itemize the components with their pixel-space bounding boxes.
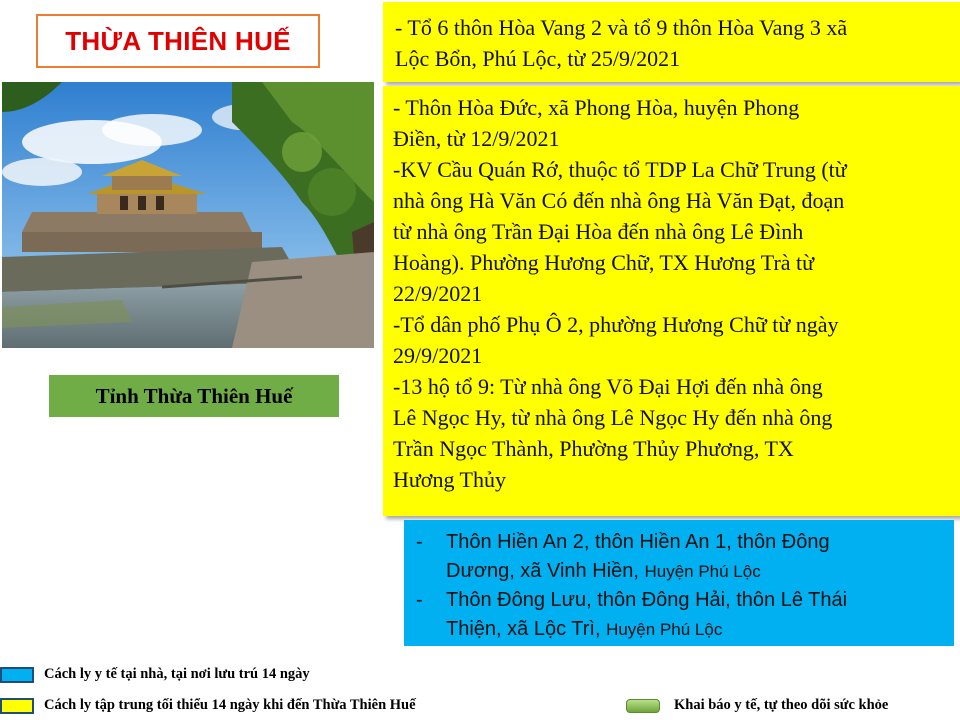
list-item bbox=[416, 528, 946, 586]
item-line: Thôn Hiền An 2, thôn Hiền An 1, thôn Đông bbox=[446, 531, 830, 553]
home-quarantine-box bbox=[404, 520, 954, 646]
district-name: Huyện Phú Lộc bbox=[606, 620, 723, 639]
legend-label: Cách ly y tế tại nhà, tại nơi lưu trú 14 ngày bbox=[44, 666, 310, 682]
area-line: - Thôn Hòa Đức, xã Phong Hòa, huyện Phong bbox=[393, 95, 800, 120]
legend-label: Cách ly tập trung tối thiểu 14 ngày khi đến Thừa Thiên Huế bbox=[44, 697, 416, 713]
item-line: Thôn Đông Lưu, thôn Đông Hải, thôn Lê Thái bbox=[446, 589, 848, 611]
legend-home-quarantine bbox=[0, 666, 310, 683]
area-line: Điền, từ 12/9/2021 bbox=[393, 126, 560, 151]
area-line: -Tổ dân phố Phụ Ô 2, phường Hương Chữ từ ngày bbox=[393, 312, 839, 337]
area-line: -13 hộ tổ 9: Từ nhà ông Võ Đại Hợi đến nhà ông bbox=[393, 374, 823, 399]
province-label bbox=[49, 375, 339, 417]
green-swatch bbox=[626, 699, 660, 713]
concentrated-quarantine-box-top bbox=[383, 2, 960, 82]
area-line: từ nhà ông Trần Đại Hòa đến nhà ông Lê Đình bbox=[393, 219, 804, 244]
area-line: 22/9/2021 bbox=[393, 281, 483, 306]
citadel-photo bbox=[2, 82, 374, 348]
bullet-dash: - bbox=[416, 531, 423, 553]
title-box bbox=[36, 14, 320, 68]
legend-label: Khai báo y tế, tự theo dõi sức khỏe bbox=[674, 697, 889, 713]
yellow-swatch bbox=[0, 698, 34, 714]
legend-concentrated-quarantine bbox=[0, 697, 416, 714]
area-line: Lộc Bổn, Phú Lộc, từ 25/9/2021 bbox=[395, 46, 681, 71]
page-title: THỪA THIÊN HUẾ bbox=[65, 25, 291, 56]
area-line: Hoàng). Phường Hương Chữ, TX Hương Trà từ bbox=[393, 250, 815, 275]
concentrated-quarantine-box bbox=[383, 86, 960, 516]
province-label-text: Tỉnh Thừa Thiên Huế bbox=[95, 383, 293, 408]
area-line: nhà ông Hà Văn Có đến nhà ông Hà Văn Đạt, đoạn bbox=[393, 188, 845, 213]
area-line: Trần Ngọc Thành, Phường Thủy Phương, TX bbox=[393, 436, 794, 461]
item-line: Thiện, xã Lộc Trì, bbox=[446, 618, 607, 640]
legend-health-declaration bbox=[626, 697, 888, 714]
area-line: Hương Thủy bbox=[393, 467, 506, 492]
area-line: Lê Ngọc Hy, từ nhà ông Lê Ngọc Hy đến nhà ông bbox=[393, 405, 833, 430]
blue-swatch bbox=[0, 667, 34, 683]
district-name: Huyện Phú Lộc bbox=[644, 562, 761, 581]
area-line: -KV Cầu Quán Rớ, thuộc tổ TDP La Chữ Trung (từ bbox=[393, 157, 847, 182]
area-line: 29/9/2021 bbox=[393, 343, 483, 368]
area-line: - Tổ 6 thôn Hòa Vang 2 và tổ 9 thôn Hòa Vang 3 xã bbox=[395, 15, 848, 40]
bullet-dash: - bbox=[416, 589, 423, 611]
list-item bbox=[416, 586, 946, 644]
item-line: Dương, xã Vinh Hiền, bbox=[446, 560, 645, 582]
